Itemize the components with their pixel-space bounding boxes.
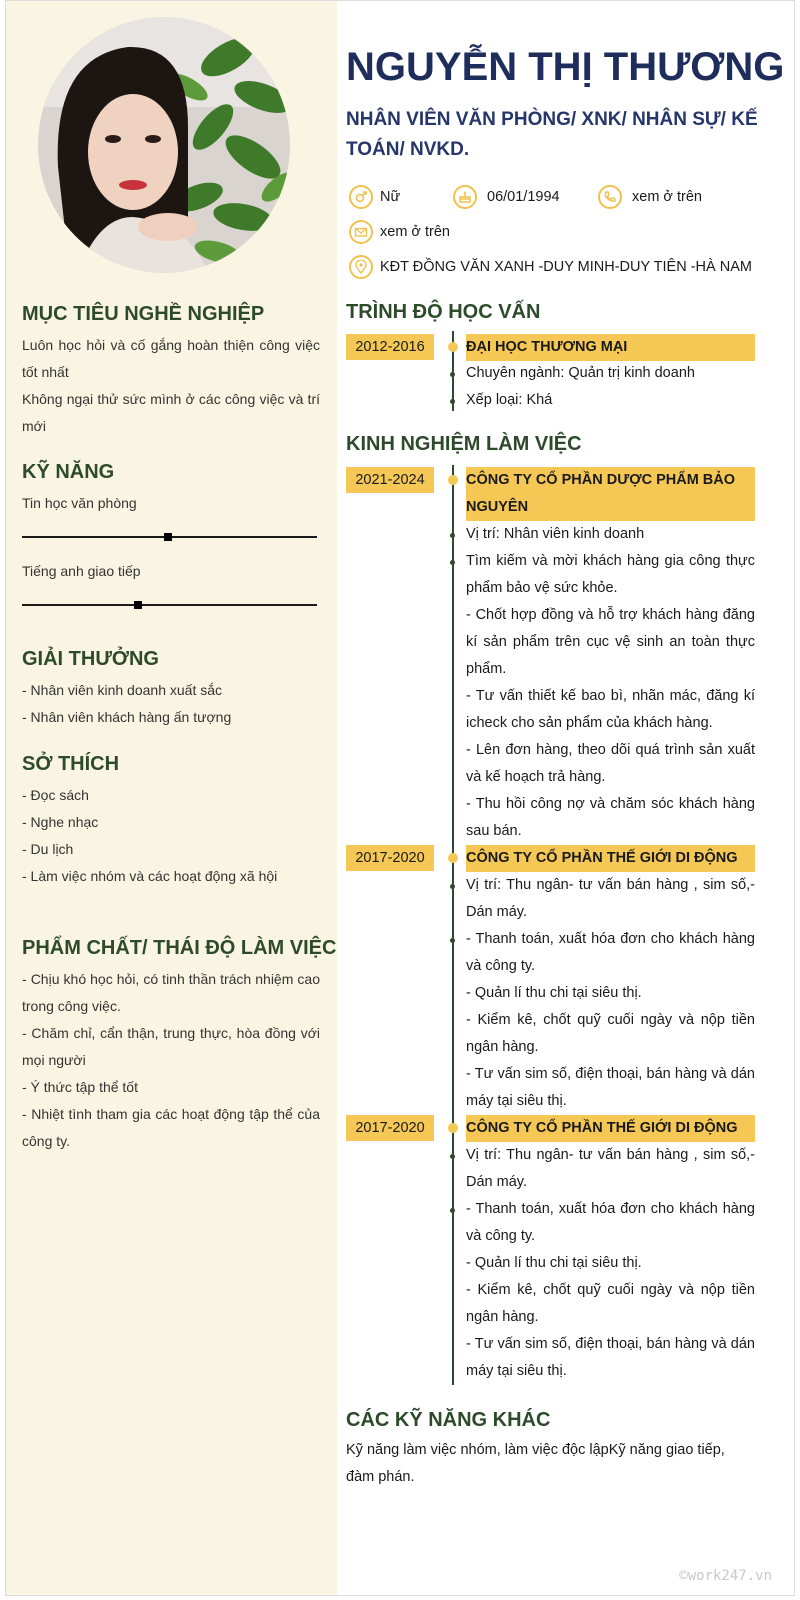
experience-company: CÔNG TY CỔ PHẦN DƯỢC PHẨM BẢO NGUYÊN: [466, 467, 755, 521]
experience-detail: - Chốt hợp đồng và hỗ trợ khách hàng đăng kí sản phẩm trên cục vệ sinh an toàn thực phẩm.: [466, 607, 755, 677]
timeline-dot: [448, 475, 458, 485]
location-icon: [349, 255, 373, 279]
hobbies-list: [22, 782, 277, 890]
objective-title: MỤC TIÊU NGHỀ NGHIỆP: [22, 303, 265, 325]
hobby-item: - Làm việc nhóm và các hoạt động xã hội: [22, 868, 278, 884]
timeline-bullet: [450, 533, 455, 538]
skill-name: Tin học văn phòng: [22, 495, 137, 511]
timeline-bullet: [450, 884, 455, 889]
awards-list: [22, 677, 231, 731]
education-school: ĐẠI HỌC THƯƠNG MẠI: [466, 334, 755, 361]
experience-title: KINH NGHIỆM LÀM VIỆC: [346, 433, 582, 455]
experience-detail: - Tư vấn sim số, điện thoại, bán hàng và dán máy tại siêu thị.: [466, 1066, 755, 1109]
other-skills-title: CÁC KỸ NĂNG KHÁC: [346, 1409, 551, 1431]
education-detail: Chuyên ngành: Quản trị kinh doanh: [466, 365, 695, 381]
timeline-bullet: [450, 372, 455, 377]
experience-detail: - Lên đơn hàng, theo dõi quá trình sản xuất và kế hoạch trả hàng.: [466, 742, 755, 785]
skill-level-marker: [164, 533, 172, 541]
email-icon: [349, 220, 373, 244]
skill-bar: [22, 604, 317, 606]
timeline-bullet: [450, 399, 455, 404]
attitude-item: - Ý thức tập thể tốt: [22, 1079, 138, 1095]
phone-value: xem ở trên: [632, 189, 702, 205]
attitude-item: - Chịu khó học hỏi, có tinh thần trách nhiệm cao trong công việc.: [22, 971, 320, 1014]
birthday-cake-icon: [453, 185, 477, 209]
watermark: ©work247.vn: [679, 1568, 772, 1584]
experience-detail: - Thanh toán, xuất hóa đơn cho khách hàng và công ty.: [466, 1201, 755, 1244]
experience-timeline-line: [452, 465, 454, 1385]
experience-detail: - Tư vấn sim số, điện thoại, bán hàng và dán máy tại siêu thị.: [466, 1336, 755, 1379]
attitude-item: - Chăm chỉ, cẩn thận, trung thực, hòa đồng với mọi người: [22, 1025, 320, 1068]
attitude-item: - Nhiệt tình tham gia các hoạt động tập thể của công ty.: [22, 1106, 320, 1149]
candidate-name: NGUYỄN THỊ THƯƠNG: [346, 45, 785, 89]
hobbies-title: SỞ THÍCH: [22, 753, 120, 775]
attitude-title: PHẨM CHẤT/ THÁI ĐỘ LÀM VIỆC: [22, 937, 337, 959]
skills-title: KỸ NĂNG: [22, 461, 115, 483]
sidebar: [6, 1, 337, 1595]
experience-company: CÔNG TY CỔ PHẦN THẾ GIỚI DI ĐỘNG: [466, 845, 755, 872]
experience-detail: Vị trí: Thu ngân- tư vấn bán hàng , sim số,- Dán máy.: [466, 877, 755, 920]
experience-detail: - Kiểm kê, chốt quỹ cuối ngày và nộp tiền ngân hàng.: [466, 1012, 755, 1055]
birthday-value: 06/01/1994: [487, 189, 560, 205]
experience-detail: - Quản lí thu chi tại siêu thị.: [466, 1255, 642, 1271]
timeline-bullet: [450, 1208, 455, 1213]
timeline-dot: [448, 853, 458, 863]
experience-detail: Tìm kiếm và mời khách hàng gia công thực phẩm bảo vệ sức khỏe.: [466, 553, 755, 596]
gender-value: Nữ: [380, 189, 401, 205]
timeline-bullet: [450, 1154, 455, 1159]
objective-line: Luôn học hỏi và cố gắng hoàn thiện công việc tốt nhất: [22, 337, 320, 380]
objective-text: [22, 332, 320, 440]
experience-company: CÔNG TY CỔ PHẦN THẾ GIỚI DI ĐỘNG: [466, 1115, 755, 1142]
education-date: 2012-2016: [346, 334, 434, 360]
experience-detail: - Quản lí thu chi tại siêu thị.: [466, 985, 642, 1001]
email-value: xem ở trên: [380, 224, 450, 240]
avatar: [38, 17, 290, 273]
timeline-bullet: [450, 938, 455, 943]
education-detail: Xếp loại: Khá: [466, 392, 553, 408]
hobby-item: - Nghe nhạc: [22, 814, 99, 830]
experience-detail: - Thu hồi công nợ và chăm sóc khách hàng sau bán.: [466, 796, 755, 839]
hobby-item: - Du lịch: [22, 841, 74, 857]
other-skills-text: Kỹ năng làm việc nhóm, làm việc độc lậpKỹ năng giao tiếp, đàm phán.: [346, 1442, 725, 1485]
experience-date: 2017-2020: [346, 1115, 434, 1141]
timeline-bullet: [450, 560, 455, 565]
education-title: TRÌNH ĐỘ HỌC VẤN: [346, 301, 541, 323]
experience-detail: - Kiểm kê, chốt quỹ cuối ngày và nộp tiền ngân hàng.: [466, 1282, 755, 1325]
awards-title: GIẢI THƯỞNG: [22, 648, 159, 670]
award-item: - Nhân viên kinh doanh xuất sắc: [22, 682, 223, 698]
timeline-dot: [448, 342, 458, 352]
attitude-list: [22, 966, 320, 1155]
skill-name: Tiếng anh giao tiếp: [22, 563, 141, 579]
skill-level-marker: [134, 601, 142, 609]
timeline-dot: [448, 1123, 458, 1133]
award-item: - Nhân viên khách hàng ấn tượng: [22, 709, 232, 725]
experience-detail: - Thanh toán, xuất hóa đơn cho khách hàng và công ty.: [466, 931, 755, 974]
gender-icon: [349, 185, 373, 209]
objective-line: Không ngại thử sức mình ở các công việc và trí mới: [22, 391, 320, 434]
experience-detail: Vị trí: Thu ngân- tư vấn bán hàng , sim số,- Dán máy.: [466, 1147, 755, 1190]
address-value: KĐT ĐỒNG VĂN XANH -DUY MINH-DUY TIÊN -HÀ NAM: [380, 259, 752, 275]
experience-date: 2017-2020: [346, 845, 434, 871]
experience-date: 2021-2024: [346, 467, 434, 493]
skill-bar: [22, 536, 317, 538]
experience-detail: - Tư vấn thiết kế bao bì, nhãn mác, đăng kí icheck cho sản phẩm của khách hàng.: [466, 688, 755, 731]
phone-icon: [598, 185, 622, 209]
cv-page: [5, 0, 795, 1596]
experience-detail: Vị trí: Nhân viên kinh doanh: [466, 526, 645, 542]
hobby-item: - Đọc sách: [22, 787, 89, 803]
candidate-role: NHÂN VIÊN VĂN PHÒNG/ XNK/ NHÂN SỰ/ KẾ TOÁN/ NVKD.: [346, 109, 758, 160]
